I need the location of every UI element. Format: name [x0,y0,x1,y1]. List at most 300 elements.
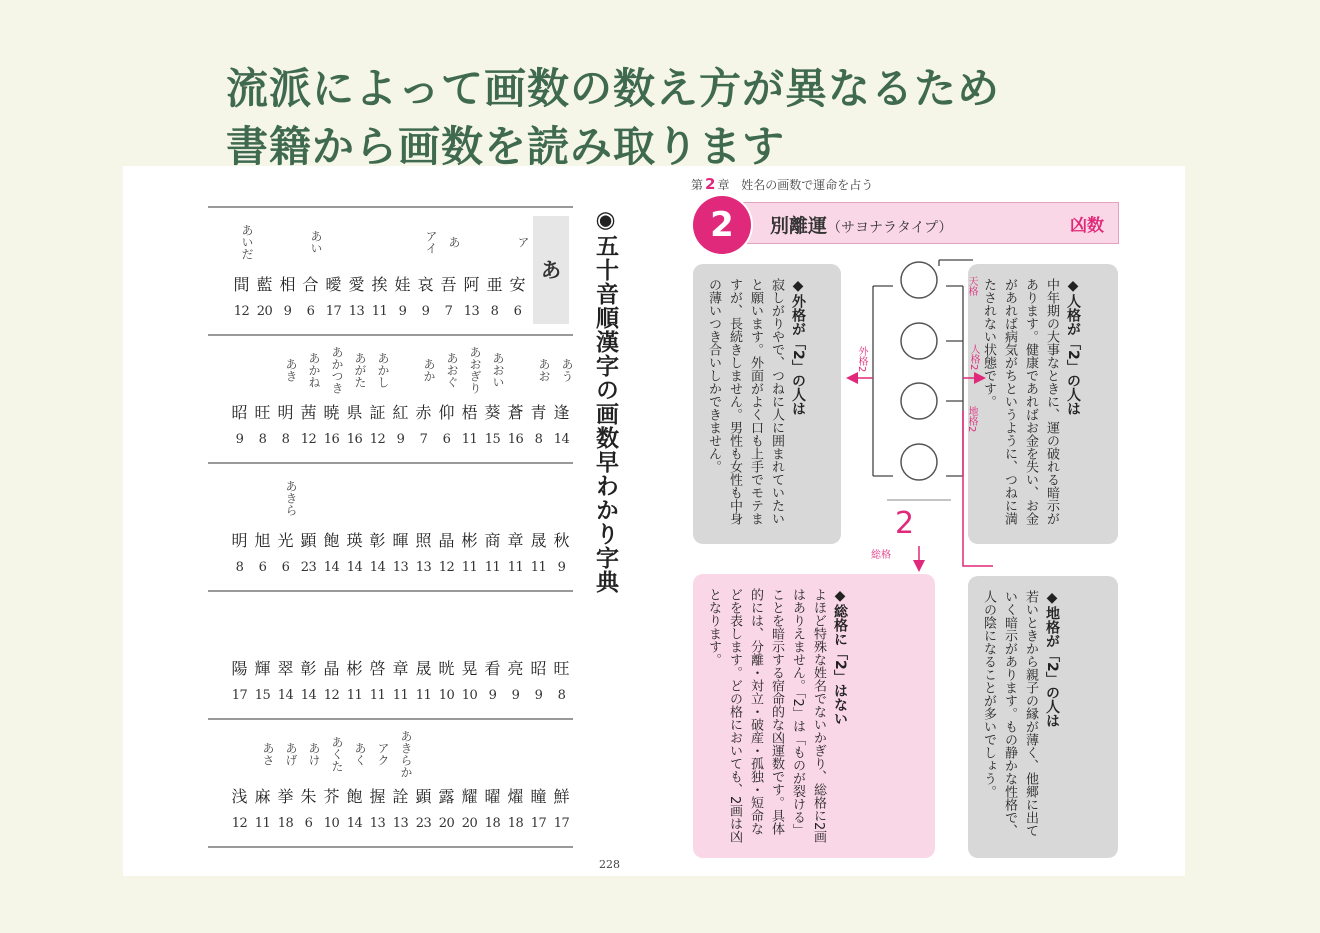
index-entry [253,208,276,334]
entry-kanji: 旺 [553,659,570,678]
entry-kanji: 挨 [371,275,388,294]
right-page [683,166,1185,876]
entry-reading [368,214,391,270]
entry-strokes: 9 [235,432,244,447]
entry-kanji: 亜 [486,275,503,294]
index-entry [228,464,251,590]
entry-strokes: 13 [392,816,409,831]
index-section [208,590,573,718]
entry-reading: あお [537,358,551,382]
tenkaku-label: 天格 [966,276,977,296]
entry-reading: あく [353,742,367,766]
entry-reading [274,598,297,654]
index-entry [412,336,435,462]
index-entry [366,720,389,846]
entry-reading [435,598,458,654]
entry-strokes: 20 [438,816,455,831]
index-entry [412,720,435,846]
entry-strokes: 20 [256,304,273,319]
entry-strokes: 23 [300,560,317,575]
entry-kanji: 証 [369,403,386,422]
index-entry [366,592,389,718]
index-entry [412,592,435,718]
gaikaku-heading: ◆外格が「2」の人は [790,278,806,416]
entry-strokes: 14 [346,560,363,575]
index-entry [435,336,458,462]
entry-reading: あけ [307,742,321,766]
entry-reading [322,214,345,270]
entry-strokes: 23 [415,816,432,831]
entry-strokes: 6 [513,304,522,319]
diagram-circle-3 [901,383,937,419]
entry-kanji: 暁 [323,403,340,422]
entry-kanji: 秋 [553,531,570,550]
entry-reading: あかね [307,352,321,388]
entry-strokes: 6 [306,304,315,319]
headline [226,60,1000,176]
entry-strokes: 9 [421,304,430,319]
entry-reading [253,214,276,270]
entry-kanji: 昭 [231,403,248,422]
index-entry [297,592,320,718]
entry-kanji: 安 [509,275,526,294]
index-entry [550,336,573,462]
entry-strokes: 17 [231,688,248,703]
entry-reading: あ [447,236,461,248]
index-entry [320,464,343,590]
entry-kanji: 露 [438,787,455,806]
entry-kanji: 光 [277,531,294,550]
entry-strokes: 8 [534,432,543,447]
entry-kanji: 瞳 [530,787,547,806]
entry-kanji: 明 [231,531,248,550]
index-entry [320,592,343,718]
index-entry [481,720,504,846]
entry-strokes: 17 [530,816,547,831]
entry-reading [276,214,299,270]
entry-strokes: 12 [369,432,386,447]
entry-kanji: 挙 [277,787,294,806]
entry-strokes: 12 [323,688,340,703]
entry-strokes: 6 [281,560,290,575]
soukaku-box [693,574,935,858]
entry-reading: アイ [424,230,438,254]
entry-reading [481,598,504,654]
entry-reading: あげ [284,742,298,766]
entry-kanji: 阿 [463,275,480,294]
entry-kanji: 章 [392,659,409,678]
entry-reading [366,598,389,654]
diagram-circle-4 [901,444,937,480]
entry-kanji: 耀 [461,787,478,806]
entry-strokes: 13 [348,304,365,319]
entry-reading [483,214,506,270]
entry-kanji: 詮 [392,787,409,806]
entry-strokes: 14 [300,688,317,703]
entry-strokes: 17 [553,816,570,831]
gaikaku-box [693,264,841,544]
entry-reading [460,214,483,270]
entry-strokes: 11 [507,560,524,575]
headline-line-1: 流派によって画数の数え方が異なるため [226,64,1001,113]
entry-reading [458,726,481,782]
entry-strokes: 11 [461,432,478,447]
entry-reading [504,342,527,398]
index-entry [320,720,343,846]
entry-reading [504,470,527,526]
index-entry [527,592,550,718]
index-section [208,462,573,590]
index-entry [483,208,506,334]
entry-reading [389,342,412,398]
entry-strokes: 14 [369,560,386,575]
entry-reading [481,470,504,526]
number-badge: 2 [693,196,751,254]
entry-kanji: 章 [507,531,524,550]
entry-strokes: 15 [484,432,501,447]
index-entry [251,464,274,590]
entry-kanji: 看 [484,659,501,678]
entry-kanji: 間 [233,275,250,294]
chapter-title: 姓名の画数で運命を占う [741,178,874,192]
entry-strokes: 15 [254,688,271,703]
entry-reading [343,598,366,654]
entry-kanji: 藍 [256,275,273,294]
jinkaku-label-value: 2 [968,364,979,371]
entry-kanji: 麻 [254,787,271,806]
entry-reading: あい [309,230,323,254]
entry-strokes: 9 [557,560,566,575]
entry-kanji: 晶 [323,659,340,678]
entry-strokes: 16 [323,432,340,447]
entry-strokes: 8 [557,688,566,703]
banner-kind: 凶数 [1070,216,1104,236]
index-entry [481,336,504,462]
entry-reading [228,726,251,782]
entry-strokes: 12 [233,304,250,319]
entry-strokes: 9 [283,304,292,319]
entry-strokes: 14 [553,432,570,447]
entry-kanji: 赤 [415,403,432,422]
entry-kanji: 明 [277,403,294,422]
index-entry [506,208,529,334]
entry-reading [297,598,320,654]
index-entry [297,336,320,462]
entry-kanji: 旺 [254,403,271,422]
soukaku-value: 2 [895,506,915,541]
entry-reading: あかつき [330,346,344,394]
entry-reading [527,726,550,782]
entry-strokes: 12 [300,432,317,447]
entry-reading [320,470,343,526]
entry-strokes: 13 [369,816,386,831]
entry-strokes: 10 [438,688,455,703]
entry-kanji: 亮 [507,659,524,678]
entry-strokes: 7 [444,304,453,319]
entry-reading [527,470,550,526]
index-entry [504,592,527,718]
soukaku-heading: ◆総格に「2」はない [832,588,848,726]
index-entry [458,336,481,462]
entry-strokes: 9 [534,688,543,703]
index-entry [389,592,412,718]
index-entry [412,464,435,590]
entry-kanji: 仰 [438,403,455,422]
entry-kanji: 葵 [484,403,501,422]
entry-reading: あかし [376,352,390,388]
entry-reading [458,470,481,526]
index-entry [460,208,483,334]
chikaku-label [963,406,977,432]
entry-kanji: 暉 [392,531,409,550]
left-page [123,166,653,876]
entry-reading [550,470,573,526]
index-entry [550,720,573,846]
index-entry [504,336,527,462]
entry-strokes: 20 [461,816,478,831]
entry-kanji: 愛 [348,275,365,294]
index-entry [343,464,366,590]
entry-reading [389,470,412,526]
jinkaku-body: 中年期の大事なときに、運の破れる暗示があります。健康であればお金を失い、お金があれば病気がちというように、つねに満たされない状態です。 [981,278,1059,525]
entry-strokes: 13 [392,560,409,575]
entry-strokes: 9 [398,304,407,319]
index-entry [527,464,550,590]
entry-kanji: 晄 [438,659,455,678]
entry-reading: あいだ [240,224,254,260]
index-entry [299,208,322,334]
entry-kanji: 朱 [300,787,317,806]
index-entry [251,592,274,718]
entry-reading: あき [284,358,298,382]
entry-reading [228,342,251,398]
entry-reading [412,726,435,782]
entry-strokes: 9 [396,432,405,447]
entry-kanji: 顕 [415,787,432,806]
entry-reading: あおい [491,352,505,388]
index-entry [366,464,389,590]
index-entry [550,464,573,590]
diagram-circle-1 [901,262,937,298]
entry-kanji: 相 [279,275,296,294]
index-entry [343,336,366,462]
entry-kanji: 芥 [323,787,340,806]
index-entry [458,720,481,846]
kanji-index [208,206,573,848]
entry-reading [435,470,458,526]
entry-strokes: 8 [281,432,290,447]
index-entry [274,592,297,718]
entry-reading: あくた [330,736,344,772]
index-entry [228,336,251,462]
entry-reading [251,598,274,654]
index-entry [343,720,366,846]
entry-strokes: 11 [371,304,388,319]
entry-reading [297,470,320,526]
index-entry [343,592,366,718]
entry-kanji: 彰 [300,659,317,678]
entry-reading [550,726,573,782]
entry-kanji: 紅 [392,403,409,422]
entry-kanji: 合 [302,275,319,294]
entry-kanji: 逢 [553,403,570,422]
index-entry [458,464,481,590]
entry-reading [412,598,435,654]
entry-reading: あがた [353,352,367,388]
entry-kanji: 翠 [277,659,294,678]
entry-kanji: 握 [369,787,386,806]
index-entry [276,208,299,334]
entry-kanji: 曜 [484,787,501,806]
entry-reading [504,726,527,782]
entry-strokes: 11 [530,560,547,575]
entry-kanji: 商 [484,531,501,550]
jinkaku-heading: ◆人格が「2」の人は [1065,278,1081,416]
jinkaku-label-text: 人格 [968,344,979,364]
chikaku-box [968,576,1118,858]
entry-reading: あう [560,358,574,382]
entry-strokes: 16 [346,432,363,447]
chapter-prefix: 第 [691,178,704,192]
index-entry [274,720,297,846]
chapter-number: 2 [705,175,716,193]
entry-kanji: 晟 [415,659,432,678]
index-entry [435,720,458,846]
entry-kanji: 晃 [461,659,478,678]
entry-kanji: 彬 [461,531,478,550]
entry-reading [481,726,504,782]
entry-strokes: 11 [461,560,478,575]
entry-strokes: 16 [507,432,524,447]
page-number: 228 [599,858,620,871]
index-entry [389,720,412,846]
entry-reading [389,598,412,654]
entry-reading: アク [376,742,390,766]
entry-reading: あか [422,358,436,382]
entry-strokes: 12 [231,816,248,831]
entry-strokes: 11 [369,688,386,703]
chapter-suffix: 章 [717,178,730,192]
entry-reading [343,470,366,526]
entry-reading: ア [516,236,530,248]
index-entry [437,208,460,334]
index-entry [366,336,389,462]
entry-strokes: 11 [392,688,409,703]
entry-strokes: 13 [463,304,480,319]
entry-strokes: 18 [507,816,524,831]
index-entry [368,208,391,334]
entry-kanji: 飽 [323,531,340,550]
index-entry [458,592,481,718]
gaikaku-label [853,346,867,372]
soukaku-body: よほど特殊な姓名でないかぎり、総格に2画はありえません。「2」は「ものが裂ける」ことを暗示する宿命的な凶運数です。具体的には、分離・対立・破産・孤独・短命などを表します。どの格においても、2画は凶となります。 [706,588,826,844]
index-entry [504,464,527,590]
index-entry [274,336,297,462]
entry-strokes: 11 [415,688,432,703]
index-section [208,334,573,462]
entry-kanji: 晟 [530,531,547,550]
chikaku-body: 若いときから親子の縁が薄く、他郷に出ていく暗示があります。もの静かな性格で、人の陰になることが多いでしょう。 [981,590,1038,837]
entry-reading: あさ [261,742,275,766]
entry-kanji: 飽 [346,787,363,806]
entry-kanji: 昭 [530,659,547,678]
entry-strokes: 18 [277,816,294,831]
index-entry [230,208,253,334]
chapter-header [691,175,873,193]
entry-reading: あきらか [399,730,413,778]
entry-kanji: 啓 [369,659,386,678]
entry-kanji: 哀 [417,275,434,294]
index-entry [322,208,345,334]
entry-reading [527,598,550,654]
entry-strokes: 14 [323,560,340,575]
book-spread [123,166,1185,876]
entry-kanji: 彬 [346,659,363,678]
entry-strokes: 8 [258,432,267,447]
title-banner [719,202,1119,244]
entry-kanji: 輝 [254,659,271,678]
entry-kanji: 茜 [300,403,317,422]
entry-strokes: 9 [511,688,520,703]
index-entry [389,464,412,590]
entry-reading [435,726,458,782]
entry-kanji: 蒼 [507,403,524,422]
index-tab-label: あ [533,216,569,324]
index-entry [228,592,251,718]
index-entry [320,336,343,462]
index-entry [251,720,274,846]
index-entry [389,336,412,462]
chikaku-heading: ◆地格が「2」の人は [1044,590,1060,728]
index-section [208,206,573,334]
index-entry [435,592,458,718]
gaikaku-label-value: 2 [856,366,867,373]
entry-kanji: 青 [530,403,547,422]
entry-reading [251,470,274,526]
diagram-circle-2 [901,323,937,359]
banner-subtitle: （サヨナラタイプ） [827,220,953,236]
entry-strokes: 11 [484,560,501,575]
index-entry [504,720,527,846]
entry-reading [391,214,414,270]
banner-title [770,211,952,238]
entry-kanji: 県 [346,403,363,422]
entry-reading [345,214,368,270]
entry-reading: あきら [284,480,298,516]
index-entry [251,336,274,462]
gaikaku-body: 寂しがりやで、つねに人に囲まれていたいと願います。外面がよく口も上手でモテますが、長続きしません。男性も女性も中身の薄いつき合いしかできません。 [706,278,784,525]
entry-reading [504,598,527,654]
chikaku-label-value: 2 [966,426,977,433]
entry-strokes: 8 [490,304,499,319]
entry-strokes: 13 [415,560,432,575]
index-entry [345,208,368,334]
entry-kanji: 瑛 [346,531,363,550]
banner-title-main: 別離運 [770,215,828,237]
entry-kanji: 顕 [300,531,317,550]
entry-strokes: 17 [325,304,342,319]
entry-kanji: 浅 [231,787,248,806]
entry-kanji: 鮮 [553,787,570,806]
entry-strokes: 10 [323,816,340,831]
entry-strokes: 14 [346,816,363,831]
entry-strokes: 6 [258,560,267,575]
headline-line-2: 書籍から画数を読み取ります [226,122,786,171]
entry-reading: あおぎり [468,346,482,394]
entry-strokes: 10 [461,688,478,703]
entry-strokes: 11 [254,816,271,831]
entry-kanji: 照 [415,531,432,550]
